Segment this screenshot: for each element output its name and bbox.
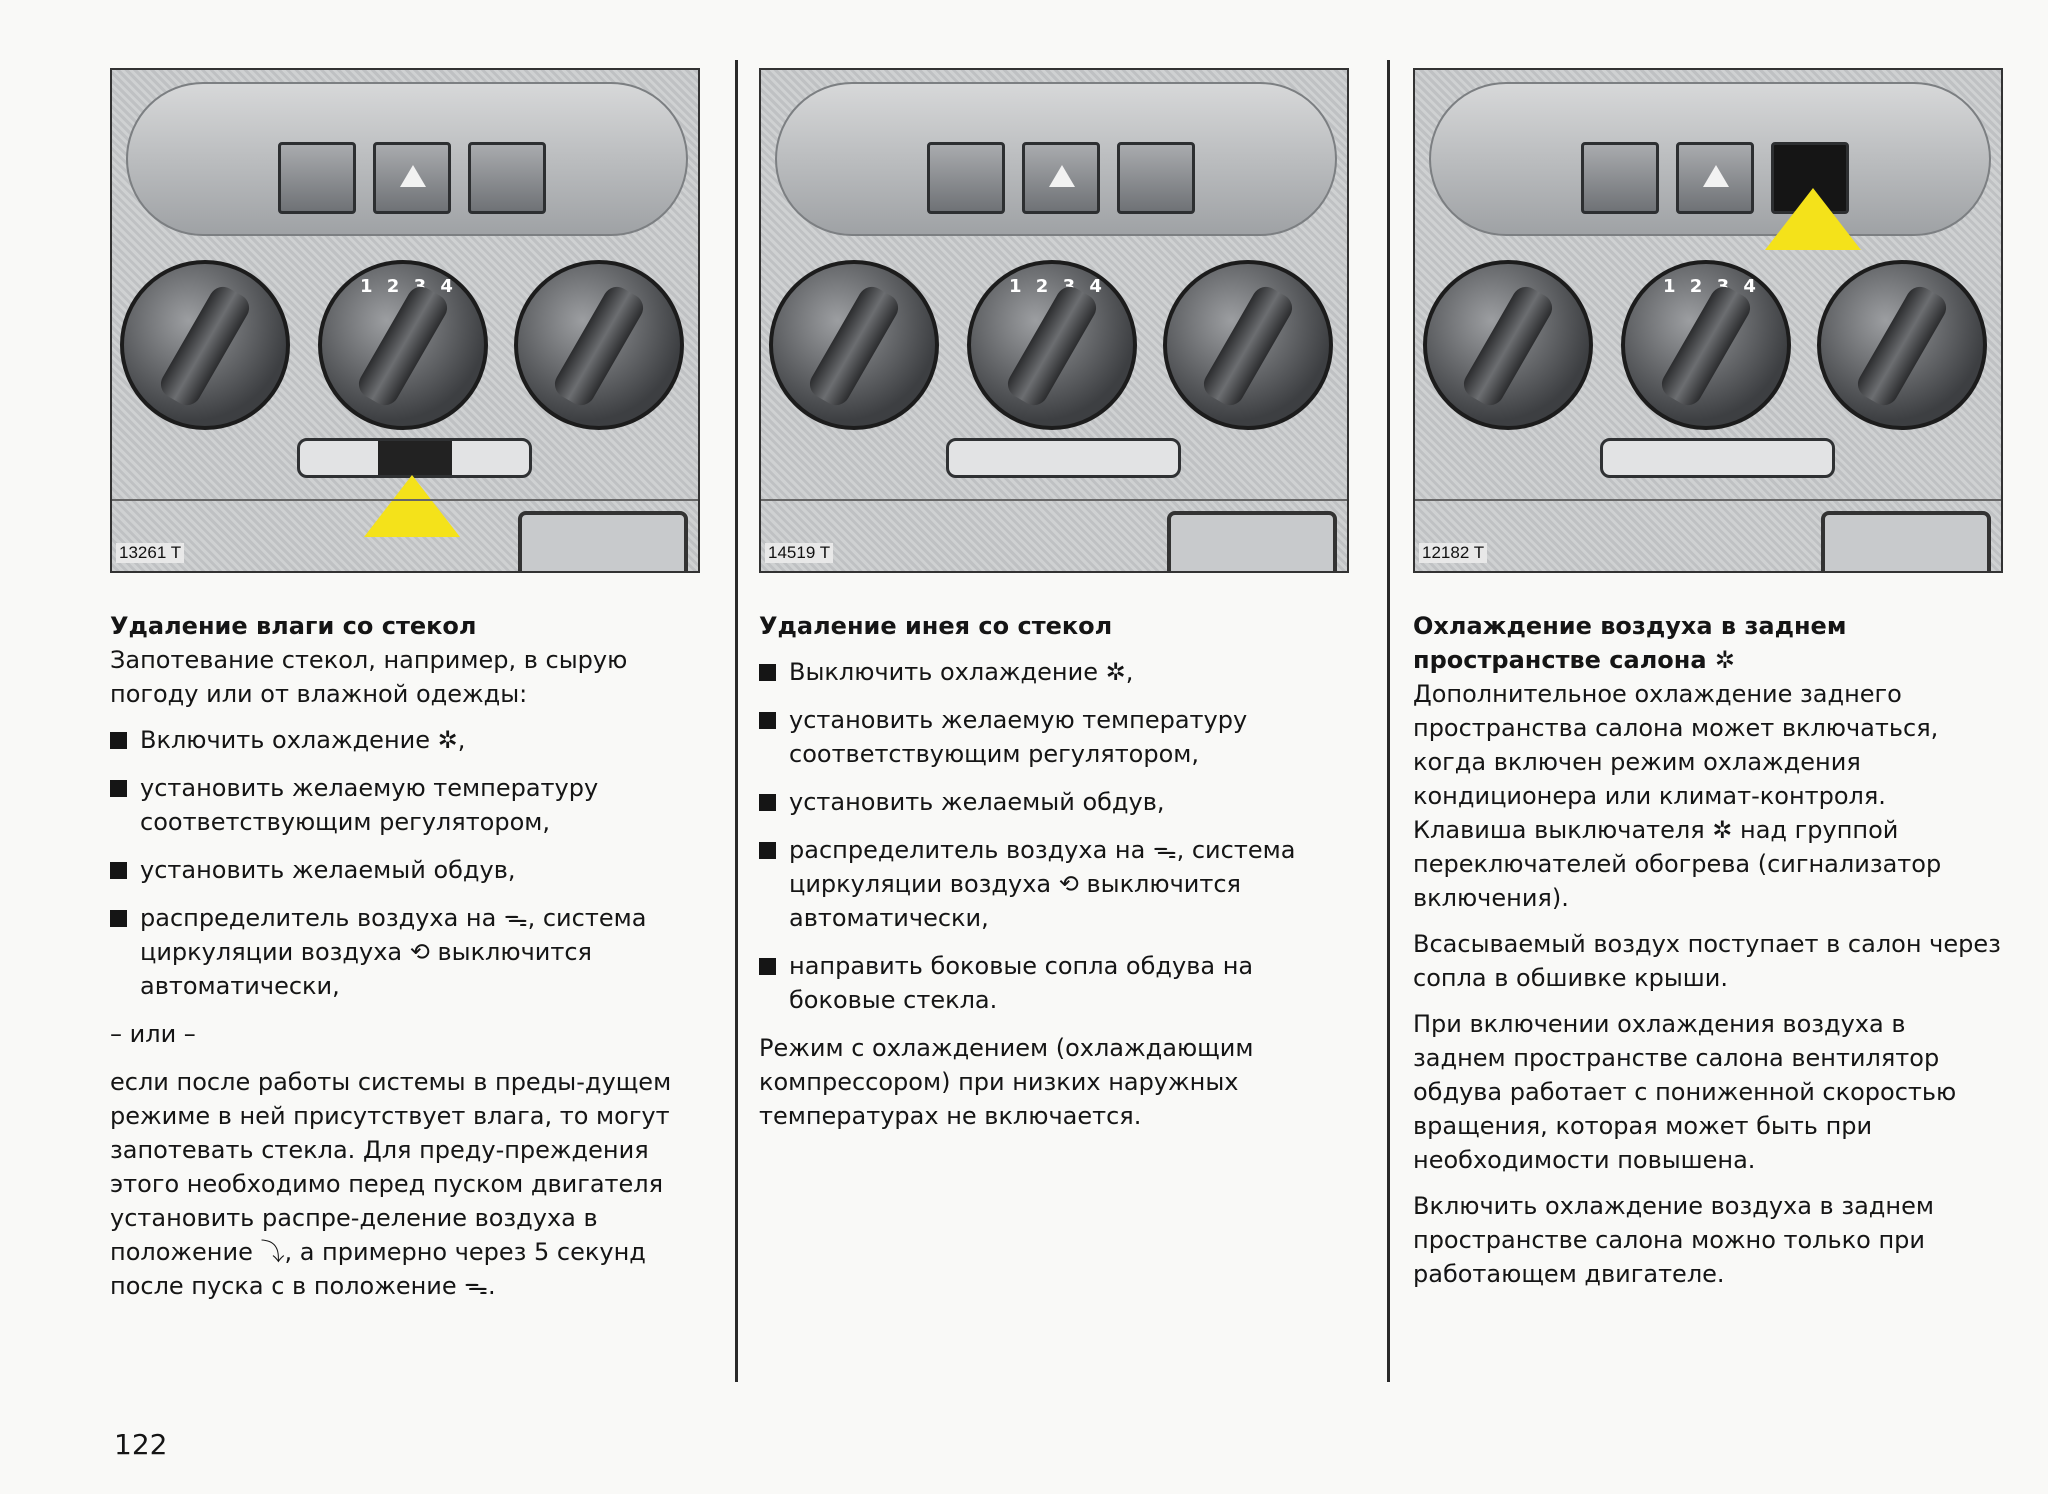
climate-panel-figure: [1413, 68, 2003, 573]
knob-grip: [1199, 282, 1297, 410]
hazard-button: [1022, 142, 1100, 214]
hazard-triangle-icon: [1703, 165, 1729, 187]
temperature-knob: [769, 260, 939, 430]
closing-paragraph: если после работы системы в преды-дущем режиме в ней присутствует влага, то могут запотевать стекла. Для преду-преждения этого необходимо перед пуском двигателя установить распре-деление воздуха в положение ⤵, а примерно через 5 секунд после пуска с в положение ᯓ.: [110, 1068, 672, 1300]
column-rear-cooling: [1413, 68, 2003, 1303]
knob-grip: [354, 282, 452, 410]
panel-button: [1117, 142, 1195, 214]
list-item: направить боковые сопла обдува на боковые стекла.: [759, 949, 1349, 1017]
panel-button: [927, 142, 1005, 214]
list-item: Выключить охлаждение ✲,: [759, 655, 1349, 689]
panel-button-housing: [1429, 82, 1991, 236]
knob-grip: [156, 282, 254, 410]
recirculation-button: [949, 441, 1023, 475]
air-vent: [1167, 511, 1337, 573]
figure-code: 14519 T: [765, 543, 833, 563]
closing-paragraph: Режим с охлаждением (охлаждающим компрессором) при низких наружных температурах не включается.: [759, 1034, 1254, 1130]
air-distribution-knob: [1163, 260, 1333, 430]
intro-paragraph: Запотевание стекол, например, в сырую погоду или от влажной одежды:: [110, 646, 628, 708]
knob-grip: [805, 282, 903, 410]
dash-lower-strip: [761, 499, 1347, 571]
column-divider: [1387, 60, 1390, 1382]
column-text: [759, 609, 1349, 1133]
section-heading: Охлаждение воздуха в заднем пространстве салона ✲: [1413, 612, 1847, 674]
climate-panel-figure: [110, 68, 700, 573]
knob-grip: [1003, 282, 1101, 410]
fan-speed-knob: [318, 260, 488, 430]
list-item: установить желаемый обдув,: [759, 785, 1349, 819]
column-text: [1413, 609, 2003, 1291]
paragraph: Дополнительное охлаждение заднего пространства салона может включаться, когда включен режим охлаждения кондиционера или климат-контроля. Клавиша выключателя ✲ над группой переключателей обогрева (сигнализатор включения).: [1413, 680, 1942, 912]
panel-button: [278, 142, 356, 214]
figure-code: 13261 T: [116, 543, 184, 563]
recirculation-button: [1603, 441, 1677, 475]
ac-button-bar: [1600, 438, 1835, 478]
cooling-button: [1027, 441, 1101, 475]
column-dehumidify: [110, 68, 700, 1315]
or-separator: – или –: [110, 1020, 196, 1048]
air-distribution-knob: [514, 260, 684, 430]
climate-panel-figure: [759, 68, 1349, 573]
fan-speed-scale: 1 2 3 4: [360, 276, 457, 297]
temperature-knob: [1423, 260, 1593, 430]
list-item: распределитель воздуха на ᯓ, система циркуляции воздуха ⟲ выключится автоматически,: [110, 901, 700, 1003]
air-vent: [518, 511, 688, 573]
hazard-button: [373, 142, 451, 214]
column-text: [110, 609, 700, 1303]
paragraph: Всасываемый воздух поступает в салон через сопла в обшивке крыши.: [1413, 930, 2001, 992]
ac-button-bar: [297, 438, 532, 478]
list-item: установить желаемый обдув,: [110, 853, 700, 887]
rear-defrost-button: [1759, 441, 1833, 475]
list-item: распределитель воздуха на ᯓ, система циркуляции воздуха ⟲ выключится автоматически,: [759, 833, 1349, 935]
rear-defrost-button: [1105, 441, 1179, 475]
panel-button-housing: [126, 82, 688, 236]
cooling-button: [1681, 441, 1755, 475]
air-vent: [1821, 511, 1991, 573]
fan-speed-knob: [1621, 260, 1791, 430]
temperature-knob: [120, 260, 290, 430]
section-heading: Удаление влаги со стекол: [110, 612, 477, 640]
yellow-arrow-icon: [1765, 188, 1861, 250]
panel-button: [1581, 142, 1659, 214]
hazard-triangle-icon: [1049, 165, 1075, 187]
hazard-button: [1676, 142, 1754, 214]
list-item: установить желаемую температуру соответствующим регулятором,: [110, 771, 700, 839]
page-number: 122: [114, 1428, 168, 1461]
dash-lower-strip: [1415, 499, 2001, 571]
list-item: установить желаемую температуру соответствующим регулятором,: [759, 703, 1349, 771]
paragraph: При включении охлаждения воздуха в заднем пространстве салона вентилятор обдува работает с пониженной скоростью вращения, которая может быть при необходимости повышена.: [1413, 1010, 1957, 1174]
section-heading: Удаление инея со стекол: [759, 612, 1113, 640]
fan-speed-knob: [967, 260, 1137, 430]
cooling-button: [378, 441, 452, 475]
column-divider: [735, 60, 738, 1382]
rear-defrost-button: [456, 441, 530, 475]
figure-code: 12182 T: [1419, 543, 1487, 563]
knob-grip: [1853, 282, 1951, 410]
knob-grip: [1459, 282, 1557, 410]
hazard-triangle-icon: [400, 165, 426, 187]
knob-grip: [1657, 282, 1755, 410]
recirculation-button: [300, 441, 374, 475]
paragraph: Включить охлаждение воздуха в заднем пространстве салона можно только при работающем двигателе.: [1413, 1192, 1934, 1288]
ac-button-bar: [946, 438, 1181, 478]
column-defrost: [759, 68, 1349, 1145]
fan-speed-scale: 1 2 3 4: [1663, 276, 1760, 297]
panel-button: [468, 142, 546, 214]
air-distribution-knob: [1817, 260, 1987, 430]
dash-lower-strip: [112, 499, 698, 571]
knob-grip: [550, 282, 648, 410]
panel-button-housing: [775, 82, 1337, 236]
list-item: Включить охлаждение ✲,: [110, 723, 700, 757]
fan-speed-scale: 1 2 3 4: [1009, 276, 1106, 297]
